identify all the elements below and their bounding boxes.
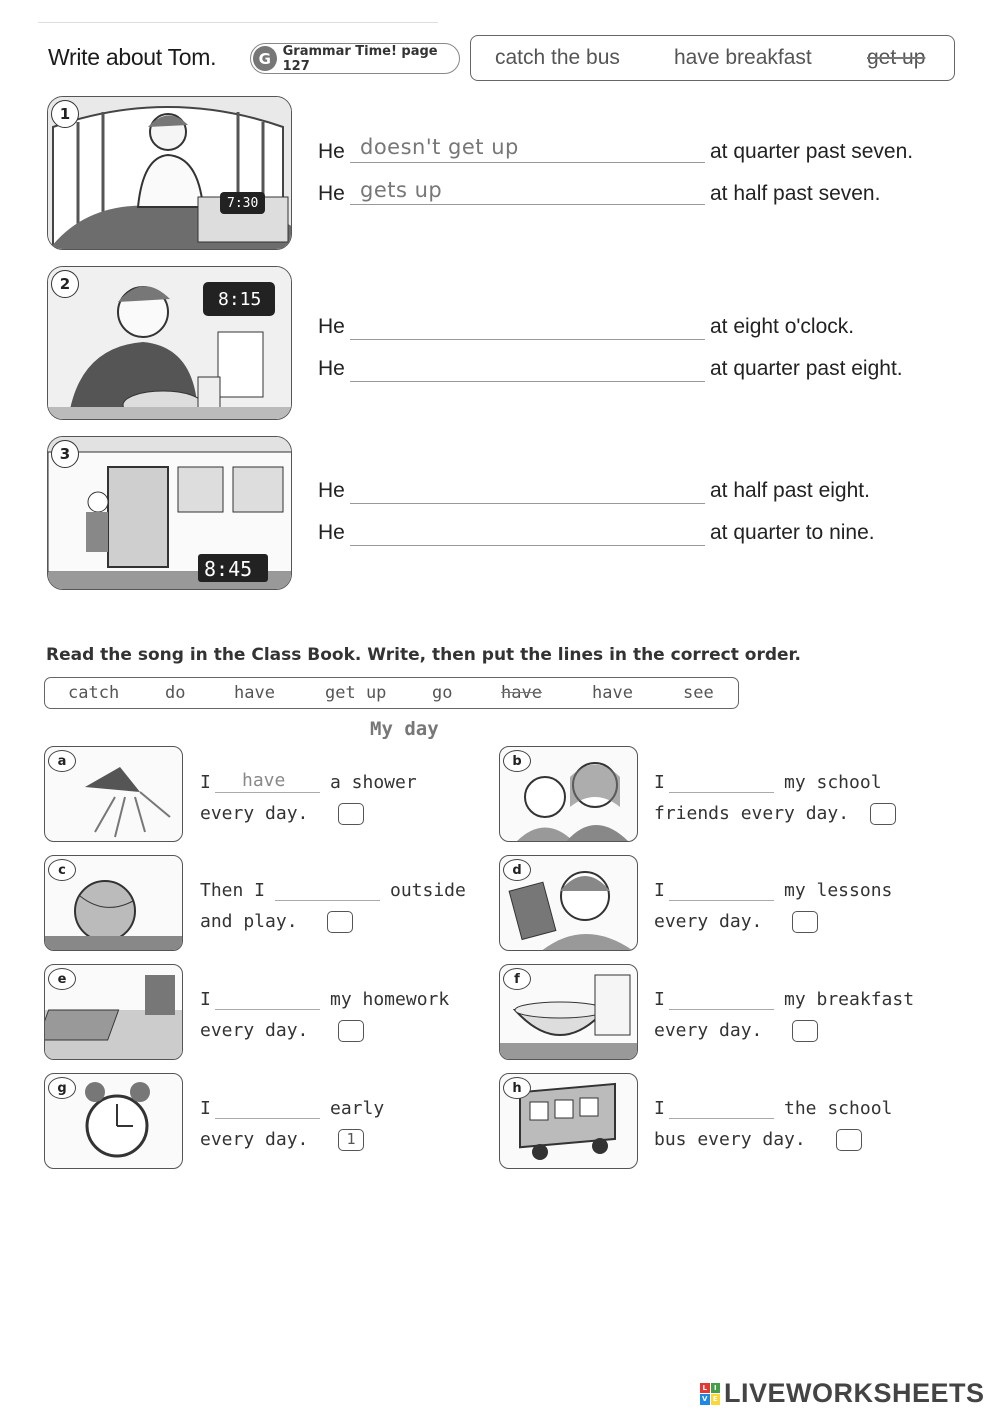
- word-catch: catch: [68, 683, 120, 703]
- sentence-line2: friends every day.: [654, 803, 850, 824]
- sentence-start: He: [318, 357, 345, 380]
- song-title: My day: [370, 718, 439, 740]
- sentence-part: I: [200, 1098, 211, 1119]
- item-label: g: [48, 1077, 76, 1099]
- word-get-up: get up: [325, 683, 387, 703]
- word-go: go: [432, 683, 453, 703]
- item-label: c: [48, 859, 76, 881]
- bus-illustration: [48, 437, 292, 590]
- picture-friends: [499, 746, 638, 842]
- sentence-part: I: [200, 772, 211, 793]
- item-number: 3: [51, 440, 79, 468]
- order-box[interactable]: [338, 1020, 364, 1042]
- order-box[interactable]: [870, 803, 896, 825]
- sentence-line2: every day.: [200, 1129, 309, 1150]
- picture-breakfast-bowl: [499, 964, 638, 1060]
- word-have-breakfast: have breakfast: [674, 46, 812, 69]
- sentence-part: my lessons: [784, 880, 893, 901]
- grammar-time-text: Grammar Time! page 127: [282, 43, 438, 74]
- answer-line[interactable]: [215, 792, 320, 793]
- sentence-end: at half past eight.: [710, 479, 870, 502]
- sentence-start: He: [318, 182, 345, 205]
- picture-homework: [44, 964, 183, 1060]
- liveworksheets-logo: [700, 1378, 985, 1409]
- picture-alarm-clock: [44, 1073, 183, 1169]
- exercise2-heading: Read the song in the Class Book. Write, then put the lines in the correct order.: [46, 645, 801, 665]
- answer-line[interactable]: [350, 503, 705, 504]
- exercise-title: Write about Tom.: [48, 44, 217, 70]
- sentence-part: I: [654, 1098, 665, 1119]
- picture-teacher: [499, 855, 638, 951]
- sentence-line2: and play.: [200, 911, 298, 932]
- item-number: 1: [51, 100, 79, 128]
- word-do: do: [165, 683, 186, 703]
- order-box[interactable]: [792, 911, 818, 933]
- sentence-line2: every day.: [200, 1020, 309, 1041]
- order-box[interactable]: [792, 1020, 818, 1042]
- answer-text[interactable]: have: [242, 770, 286, 791]
- grammar-g-icon: G: [253, 46, 277, 71]
- picture-shower: [44, 746, 183, 842]
- picture-tom-bus: [47, 436, 292, 590]
- answer-line[interactable]: [350, 162, 705, 163]
- item-label: d: [503, 859, 531, 881]
- sentence-part: my school: [784, 772, 882, 793]
- sentence-part: early: [330, 1098, 385, 1119]
- word-have: have: [592, 683, 633, 703]
- grammar-time-badge: [250, 43, 460, 74]
- answer-line[interactable]: [215, 1118, 320, 1119]
- picture-ball: [44, 855, 183, 951]
- sentence-end: at quarter past seven.: [710, 140, 914, 163]
- sentence-end: at quarter past eight.: [710, 357, 903, 380]
- answer-text[interactable]: doesn't get up: [360, 135, 519, 159]
- sentence-start: He: [318, 479, 345, 502]
- sentence-line2: every day.: [654, 911, 763, 932]
- answer-line[interactable]: [350, 381, 705, 382]
- sentence-part: I: [200, 989, 211, 1010]
- sentence-part: outside: [390, 880, 466, 901]
- sentence-end: at half past seven.: [710, 182, 881, 205]
- word-have: have: [234, 683, 275, 703]
- sentence-line2: every day.: [200, 803, 309, 824]
- item-label: a: [48, 750, 76, 772]
- answer-line[interactable]: [669, 792, 774, 793]
- sentence-part: I: [654, 989, 665, 1010]
- sentence-line2: bus every day.: [654, 1129, 806, 1150]
- item-label: h: [503, 1077, 531, 1099]
- sentence-line2: every day.: [654, 1020, 763, 1041]
- item-label: e: [48, 968, 76, 990]
- sentence-start: He: [318, 140, 345, 163]
- answer-line[interactable]: [215, 1009, 320, 1010]
- answer-line[interactable]: [275, 900, 380, 901]
- answer-line[interactable]: [350, 204, 705, 205]
- order-box[interactable]: 1: [338, 1129, 364, 1151]
- order-box[interactable]: [338, 803, 364, 825]
- sentence-part: my breakfast: [784, 989, 915, 1010]
- answer-line[interactable]: [350, 339, 705, 340]
- picture-tom-breakfast: [47, 266, 292, 420]
- sentence-part: I: [654, 880, 665, 901]
- answer-line[interactable]: [669, 1009, 774, 1010]
- sentence-part: my homework: [330, 989, 450, 1010]
- picture-tom-in-bed: [47, 96, 292, 250]
- sentence-end: at quarter to nine.: [710, 521, 875, 544]
- word-catch-the-bus: catch the bus: [495, 46, 620, 69]
- answer-line[interactable]: [669, 900, 774, 901]
- picture-school-bus: [499, 1073, 638, 1169]
- answer-text[interactable]: gets up: [360, 178, 443, 202]
- sentence-start: He: [318, 315, 345, 338]
- word-box-phrases: [470, 35, 955, 81]
- clock-display: 7:30: [227, 196, 259, 211]
- answer-line[interactable]: [350, 545, 705, 546]
- clock-display: 8:45: [204, 557, 253, 581]
- sentence-part: a shower: [330, 772, 417, 793]
- order-box[interactable]: [327, 911, 353, 933]
- logo-grid-icon: L I V E: [700, 1383, 720, 1405]
- sentence-end: at eight o'clock.: [710, 315, 855, 338]
- word-box-verbs: [44, 677, 739, 709]
- clock-display: 8:15: [218, 289, 262, 310]
- top-rule: [38, 22, 438, 23]
- sentence-start: He: [318, 521, 345, 544]
- bed-illustration: [48, 97, 292, 250]
- order-box[interactable]: [836, 1129, 862, 1151]
- sentence-part: the school: [784, 1098, 893, 1119]
- word-get-up-crossed: get up: [867, 46, 926, 69]
- sentence-part: I: [654, 772, 665, 793]
- sentence-part: Then I: [200, 880, 266, 901]
- answer-line[interactable]: [669, 1118, 774, 1119]
- word-see: see: [683, 683, 714, 703]
- item-label: b: [503, 750, 531, 772]
- item-label: f: [503, 968, 531, 990]
- logo-text: LIVEWORKSHEETS: [724, 1378, 985, 1408]
- item-number: 2: [51, 270, 79, 298]
- word-have-crossed: have: [501, 683, 542, 703]
